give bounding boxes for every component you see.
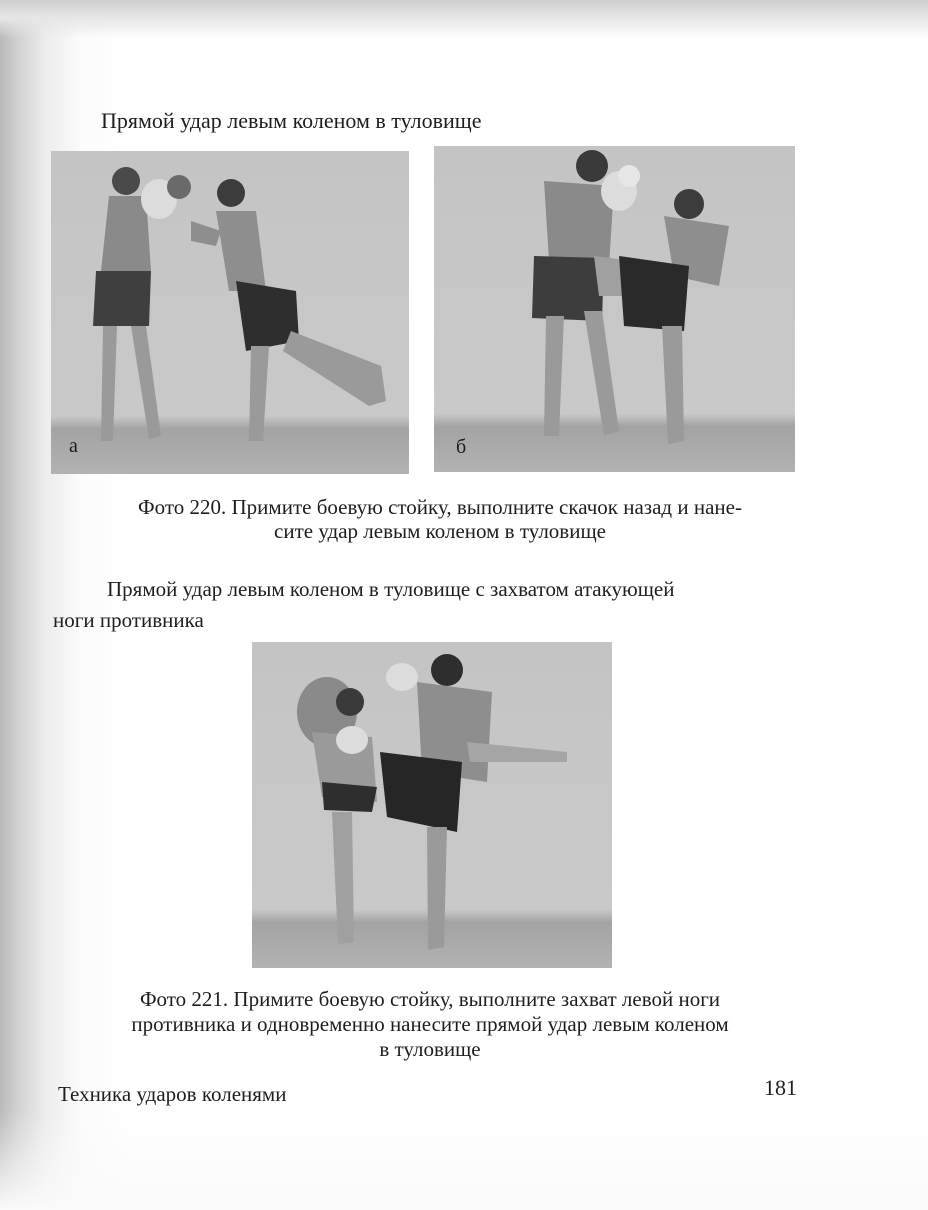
photo-220a-label: а [69,435,78,457]
scan-bottom-fade [0,1110,928,1210]
photo-220a-figures [51,151,409,474]
photo-221-caption-line3: в туловище [379,1037,481,1061]
section-heading-2-line1: Прямой удар левым коленом в туловище с захватом атакующей [107,577,675,601]
photo-221-figures [252,642,612,968]
photo-220a [51,151,409,474]
page-number: 181 [764,1075,797,1100]
photo-220b [434,146,795,472]
section-heading-2-line2: ноги противника [53,608,204,632]
photo-220b-label: б [456,436,467,458]
photo-220-caption-line2: сите удар левым коленом в туловище [274,519,606,543]
running-title: Техника ударов коленями [58,1082,287,1106]
photo-221-caption-line1: Фото 221. Примите боевую стойку, выполните захват левой ноги [139,987,721,1011]
photo-221 [252,642,612,968]
photo-220-caption-line1: Фото 220. Примите боевую стойку, выполните скачок назад и нане- [138,495,742,519]
photo-220b-figures [434,146,795,472]
section-heading-1: Прямой удар левым коленом в туловище [101,108,482,133]
scan-top-shadow [0,0,928,38]
photo-221-caption-line2: противника и одновременно нанесите прямой удар левым коленом [131,1012,729,1036]
